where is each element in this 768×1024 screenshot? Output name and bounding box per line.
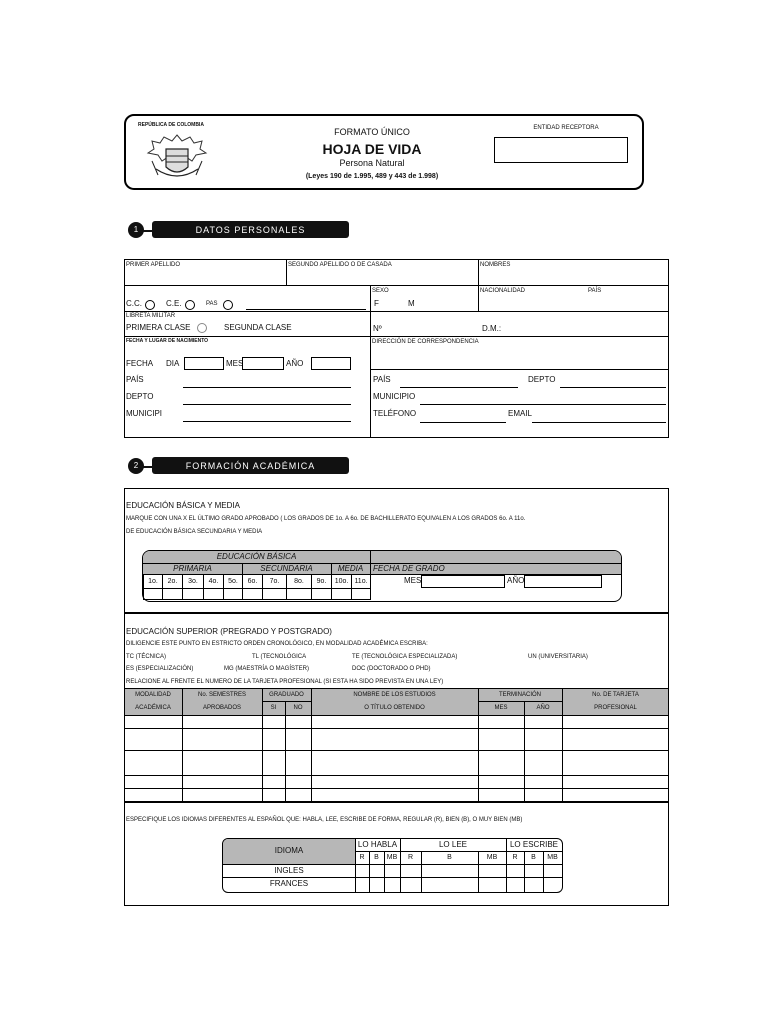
year-label: AÑO [286,359,304,368]
col-semesters-1: No. SEMESTRES [197,692,246,698]
grade-mark-5[interactable] [223,588,243,600]
col-si: SI [270,705,277,711]
law-label: (Leyes 190 de 1.995, 489 y 443 de 1.998) [305,173,439,180]
speaks-b: B [374,854,379,861]
birth-muni-label: MUNICIPI [126,409,162,418]
grade-cell-3[interactable]: 3o. [182,574,204,589]
grade-mark-2[interactable] [162,588,183,600]
media-label: MEDIA [337,564,364,573]
reads-header: LO LEE [438,840,467,849]
grade-mark-7[interactable] [262,588,287,600]
writes-mb: MB [547,854,558,861]
writes-b: B [531,854,536,861]
grad-month-field[interactable] [421,575,505,588]
birth-country-field[interactable] [183,387,351,388]
doc-pas-radio[interactable] [223,300,233,310]
names-label: NOMBRES [480,262,511,268]
sex-f-option[interactable]: F [374,299,379,308]
idioma-header: IDIOMA [274,846,304,855]
section-1-number: 1 [128,222,144,238]
col-study-name-1: NOMBRE DE LOS ESTUDIOS [353,692,436,698]
speaks-mb: MB [386,854,398,861]
grade-cell-11[interactable]: 11o. [351,574,371,589]
phone-label: TELÉFONO [373,409,417,418]
mg-label: MG (MAESTRÍA O MAGÍSTER) [224,666,310,672]
section-2-number: 2 [128,458,144,474]
section-1-title: DATOS PERSONALES [152,221,349,238]
higher-note: DILIGENCIE ESTE PUNTO EN ESTRICTO ORDEN CRONOLÓGICO, EN MODALIDAD ACADÉMICA ESCRIBA: [126,641,428,647]
tc-label: TC (TÉCNICA) [126,654,166,660]
grade-cell-6[interactable]: 6o. [242,574,263,589]
basic-note-1: MARQUE CON UNA X EL ÚLTIMO GRADO APROBADO ( LOS GRADOS DE 1o. A 6o. DE BACHILLERATO EQUIVALEN A LOS GRADOS 6o. A 11o. [126,516,526,522]
grade-mark-6[interactable] [242,588,263,600]
doc-label: DOC (DOCTORADO O PHD) [352,666,431,672]
relate-note: RELACIONE AL FRENTE EL NUMERO DE LA TARJETA PROFESIONAL (SI ESTA HA SIDO PREVISTA EN UNA LEY) [126,679,444,685]
military-number-label: Nº [373,324,382,333]
first-surname-label: PRIMER APELLIDO [126,262,181,268]
grad-month-label: MES [404,576,422,585]
entity-field[interactable] [494,137,628,163]
col-graduated: GRADUADO [269,692,304,698]
secundaria-label: SECUNDARIA [260,564,313,573]
doc-number-field[interactable] [246,309,366,310]
addr-depto-label: DEPTO [528,375,556,384]
col-modalidad-1: MODALIDAD [135,692,171,698]
country-label: REPÚBLICA DE COLOMBIA [138,122,204,128]
primaria-label: PRIMARIA [173,564,212,573]
address-label: DIRECCIÓN DE CORRESPONDENCIA [372,339,479,345]
second-class-label: SEGUNDA CLASE [224,323,292,332]
sex-label: SEXO [372,288,389,294]
grade-mark-9[interactable] [311,588,332,600]
birth-country-label: PAÍS [126,375,144,384]
grade-cell-10[interactable]: 10o. [331,574,352,589]
addr-country-label: PAÍS [373,375,391,384]
grade-mark-1[interactable] [143,588,163,600]
birth-depto-field[interactable] [183,404,351,405]
grad-year-label: AÑO [507,576,525,585]
doc-ce-label: C.E. [166,299,182,308]
col-study-name-2: O TÍTULO OBTENIDO [364,705,425,711]
grade-cell-5[interactable]: 5o. [223,574,243,589]
entity-label: ENTIDAD RECEPTORA [533,125,599,131]
birth-year-field[interactable] [311,357,351,370]
birth-muni-field[interactable] [183,421,351,422]
first-class-radio[interactable] [197,323,207,333]
col-card-2: PROFESIONAL [594,705,637,711]
day-label: DIA [166,359,180,368]
doc-cc-label: C.C. [126,299,142,308]
higher-education-title: EDUCACIÓN SUPERIOR (PREGRADO Y POSTGRADO) [126,627,332,636]
date-label: FECHA [126,359,154,368]
format-label: FORMATO ÚNICO [334,127,410,137]
doc-pas-label: PAS [206,301,218,307]
birth-depto-label: DEPTO [126,392,154,401]
phone-field[interactable] [420,422,506,423]
email-label: EMAIL [508,409,533,418]
speaks-r: R [359,854,365,861]
doc-ce-radio[interactable] [185,300,195,310]
page-title: HOJA DE VIDA [322,141,422,157]
birth-day-field[interactable] [184,357,224,370]
grade-cell-1[interactable]: 1o. [143,574,163,589]
language-french: FRANCES [269,879,309,888]
country-label-1: PAÍS [588,288,602,294]
col-card-1: No. DE TARJETA [592,692,639,698]
grad-year-field[interactable] [524,575,602,588]
grade-cell-9[interactable]: 9o. [311,574,332,589]
section-2-title: FORMACIÓN ACADÉMICA [152,457,349,474]
subtitle: Persona Natural [339,158,405,168]
grade-mark-4[interactable] [203,588,224,600]
grade-mark-8[interactable] [286,588,312,600]
grade-mark-10[interactable] [331,588,352,600]
dm-label: D.M.: [482,324,502,333]
grade-cell-2[interactable]: 2o. [162,574,183,589]
col-term-year: AÑO [536,705,550,711]
col-no: NO [293,705,303,711]
basic-education-title: EDUCACIÓN BÁSICA Y MEDIA [126,501,240,510]
speaks-header: LO HABLA [357,840,398,849]
col-termination: TERMINACIÓN [499,692,541,698]
tl-label: TL (TECNOLÓGICA [252,654,307,660]
reads-b: B [447,854,452,861]
es-label: ES (ESPECIALIZACIÓN) [126,666,194,672]
basic-header: EDUCACIÓN BÁSICA [216,552,297,561]
doc-cc-radio[interactable] [145,300,155,310]
birth-month-field[interactable] [242,357,284,370]
language-english: INGLES [274,866,304,875]
grade-cell-8[interactable]: 8o. [286,574,312,589]
writes-r: R [512,854,518,861]
addr-country-field[interactable] [400,387,518,388]
military-label: LIBRETA MILITAR [126,313,176,319]
un-label: UN (UNIVERSITARIA) [528,654,588,660]
email-field[interactable] [532,422,666,423]
col-semesters-2: APROBADOS [202,705,241,711]
te-label: TE (TECNOLÓGICA ESPECIALIZADA) [352,654,458,660]
first-class-label: PRIMERA CLASE [126,323,191,332]
birth-label: FECHA Y LUGAR DE NACIMIENTO [126,338,209,344]
coat-of-arms-icon [146,131,208,185]
grad-date-label: FECHA DE GRADO [373,564,445,573]
grade-cell-4[interactable]: 4o. [203,574,224,589]
grade-mark-11[interactable] [351,588,371,600]
writes-header: LO ESCRIBE [509,840,558,849]
language-note: ESPECIFIQUE LOS IDIOMAS DIFERENTES AL ESPAÑOL QUE: HABLA, LEE, ESCRIBE DE FORMA, REGULAR (R), BIEN (B), O MUY BIEN (MB) [126,817,523,823]
reads-mb: MB [486,854,498,861]
sex-m-option[interactable]: M [408,299,415,308]
col-term-month: MES [494,705,508,711]
nationality-label: NACIONALIDAD [480,288,526,294]
reads-r: R [407,854,414,861]
grade-cell-7[interactable]: 7o. [262,574,287,589]
second-surname-label: SEGUNDO APELLIDO O DE CASADA [288,262,392,268]
addr-muni-label: MUNICIPIO [373,392,416,401]
col-modalidad-2: ACADÉMICA [135,705,171,711]
grade-mark-3[interactable] [182,588,204,600]
addr-muni-field[interactable] [420,404,666,405]
basic-note-2: DE EDUCACIÓN BÁSICA SECUNDARIA Y MEDIA [126,529,263,535]
month-label: MES [226,359,244,368]
addr-depto-field[interactable] [560,387,666,388]
